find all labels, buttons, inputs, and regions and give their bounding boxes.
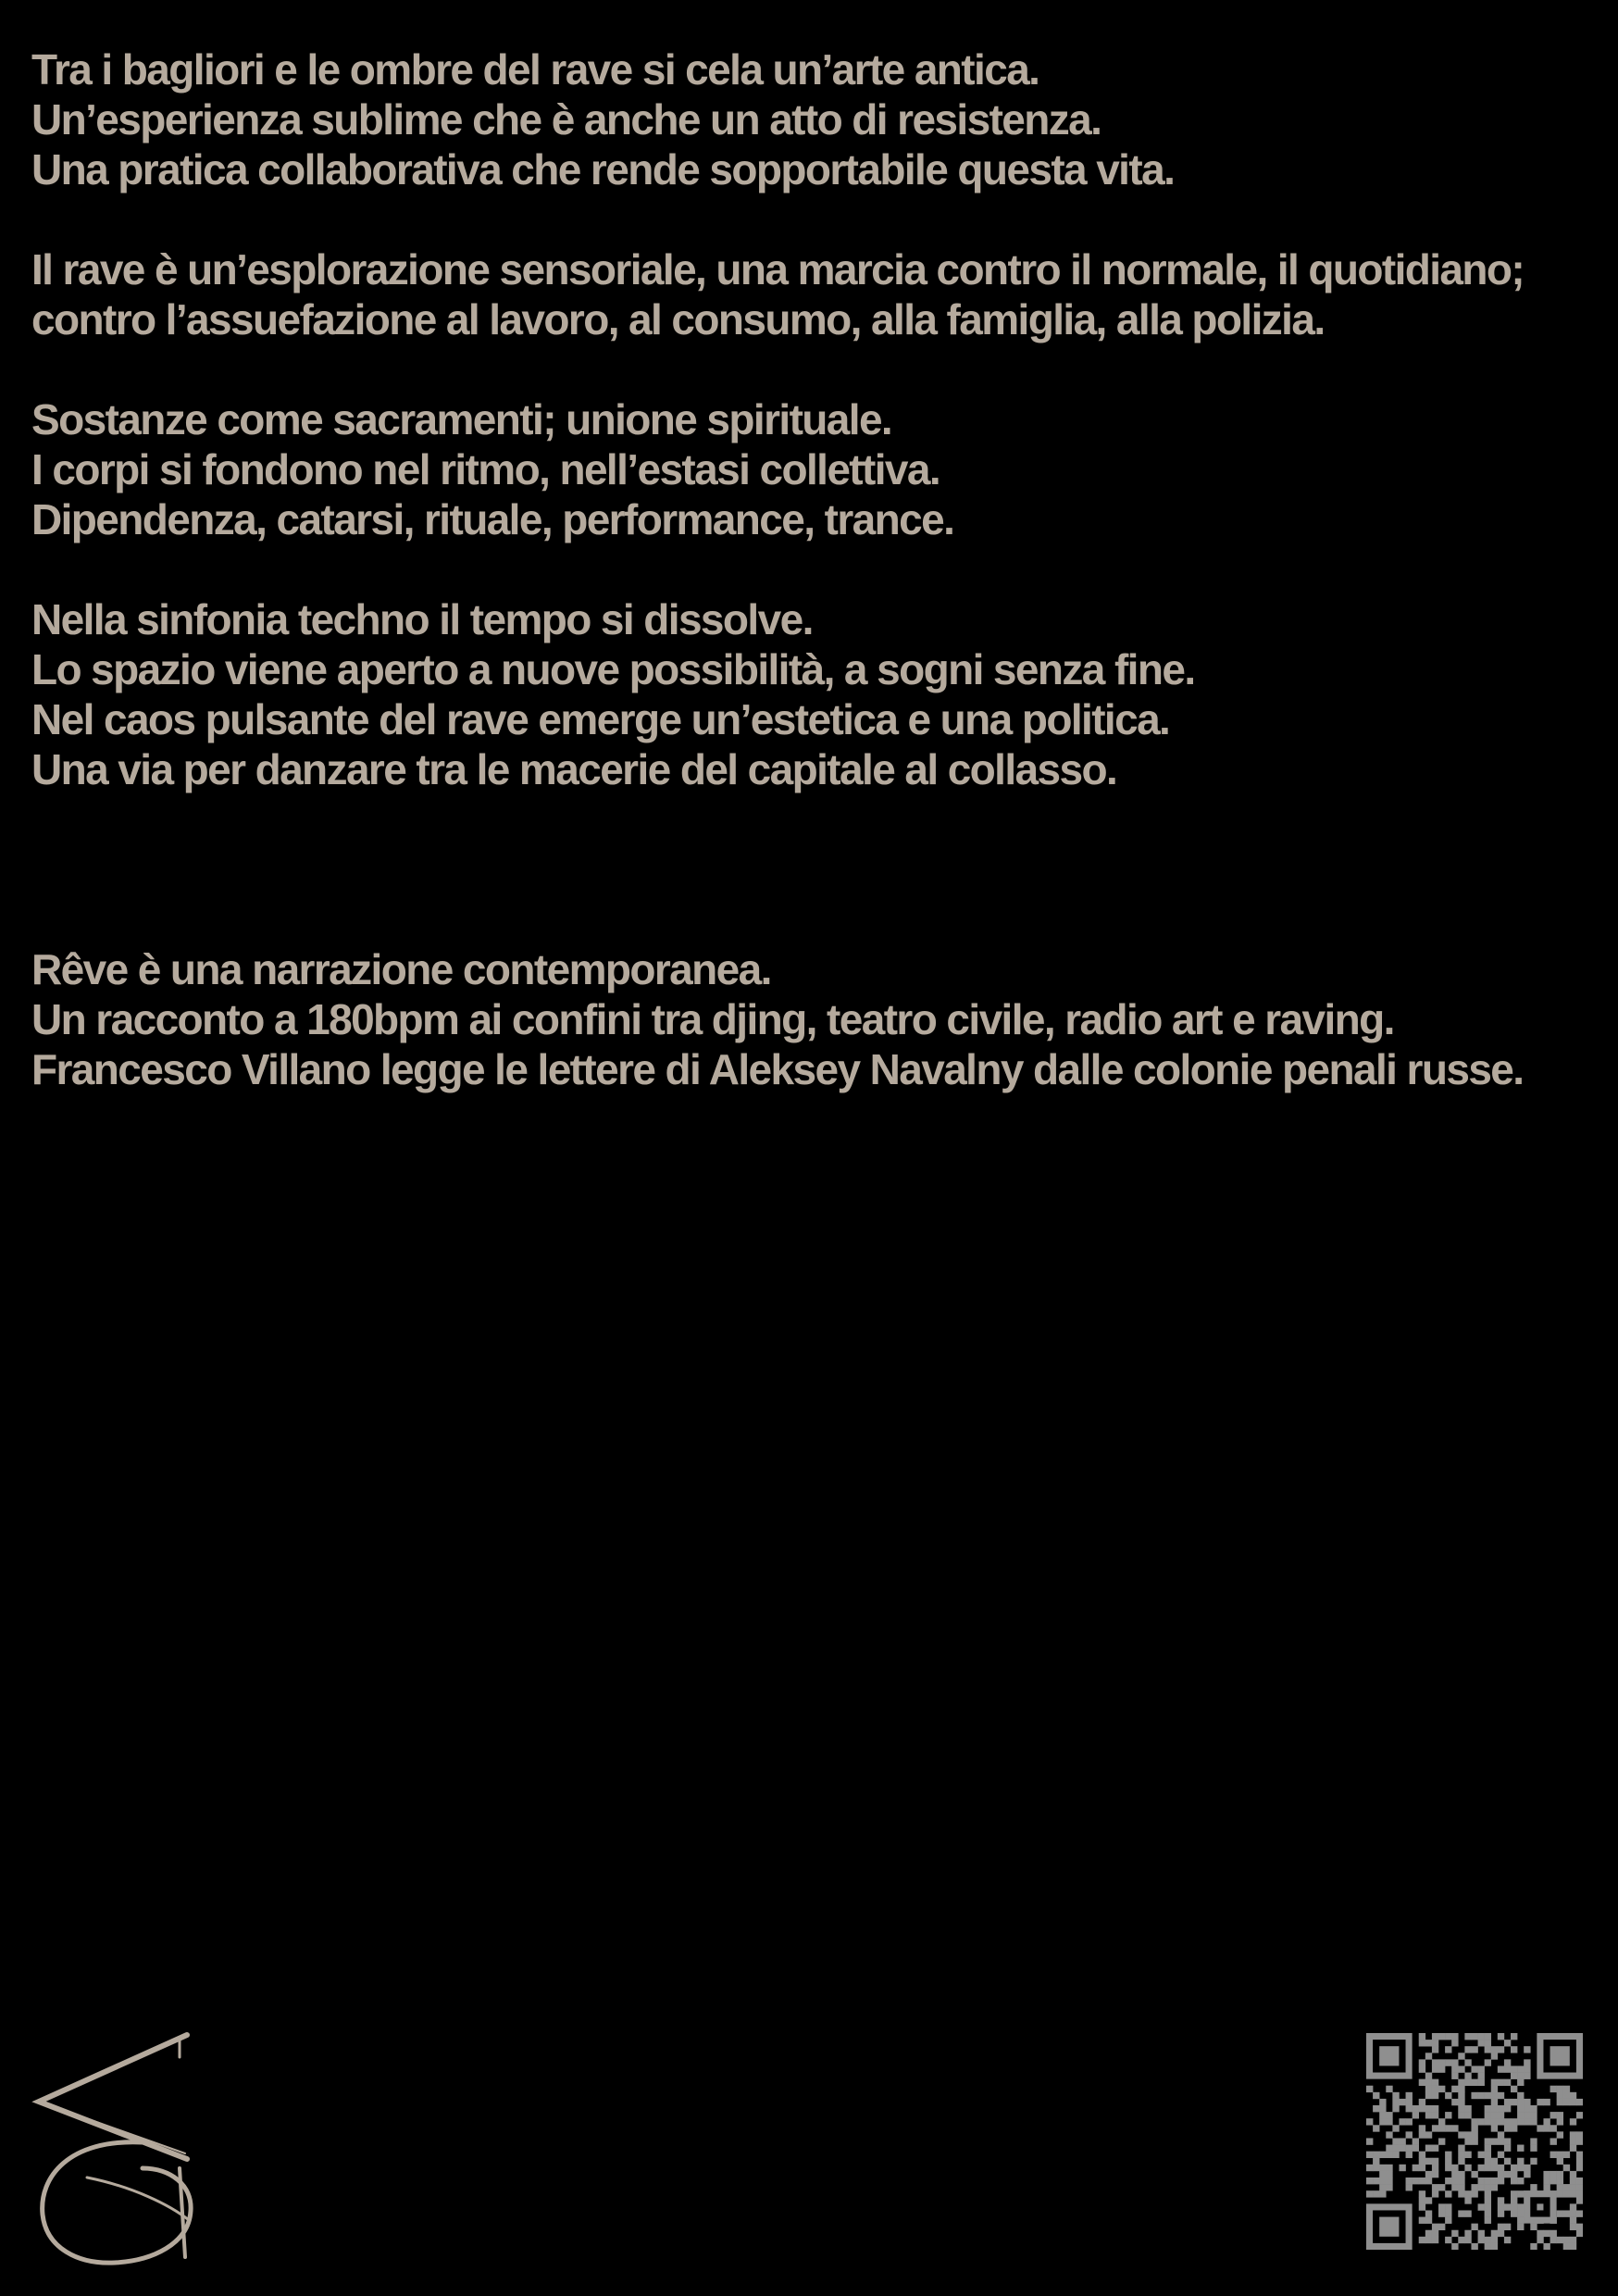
text-line: Un’esperienza sublime che è anche un atto di resistenza. xyxy=(31,95,1101,144)
text-line: Un racconto a 180bpm ai confini tra djing, teatro civile, radio art e raving. xyxy=(31,995,1394,1043)
paragraph-intro xyxy=(31,44,1596,194)
text-line: Una pratica collaborativa che rende sopportabile questa vita. xyxy=(31,145,1175,193)
text-line: I corpi si fondono nel ritmo, nell’estasi collettiva. xyxy=(31,445,940,493)
rv-monogram-logo-icon xyxy=(31,2029,198,2270)
text-line: Nella sinfonia techno il tempo si dissolve. xyxy=(31,595,813,643)
text-line: Dipendenza, catarsi, rituale, performance, trance. xyxy=(31,495,954,543)
qr-code-icon[interactable] xyxy=(1366,2033,1583,2250)
text-line: contro l’assuefazione al lavoro, al consumo, alla famiglia, alla polizia. xyxy=(31,295,1325,343)
text-line: Lo spazio viene aperto a nuove possibilità, a sogni senza fine. xyxy=(31,645,1195,693)
text-line: Rêve è una narrazione contemporanea. xyxy=(31,945,771,993)
paragraph-symphony xyxy=(31,594,1596,794)
text-line: Francesco Villano legge le lettere di Aleksey Navalny dalle colonie penali russe. xyxy=(31,1045,1524,1093)
text-line: Il rave è un’esplorazione sensoriale, una marcia contro il normale, il quotidiano; xyxy=(31,245,1525,293)
paragraph-sacraments xyxy=(31,394,1596,544)
text-line: Tra i bagliori e le ombre del rave si cela un’arte antica. xyxy=(31,45,1039,94)
text-line: Una via per danzare tra le macerie del capitale al collasso. xyxy=(31,745,1117,793)
text-line: Sostanze come sacramenti; unione spirituale. xyxy=(31,395,892,443)
paragraph-exploration xyxy=(31,244,1596,344)
poster-text xyxy=(31,44,1596,1144)
paragraph-reve xyxy=(31,944,1596,1094)
text-line: Nel caos pulsante del rave emerge un’estetica e una politica. xyxy=(31,695,1170,743)
